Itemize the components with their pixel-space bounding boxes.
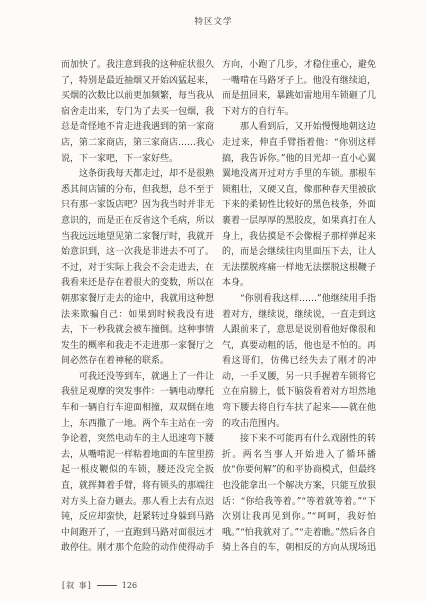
section-label: [叙 事] [62, 580, 92, 590]
footer-rule [97, 585, 117, 586]
paragraph: “你别看我这样……”他继续用手指着对方，继续说，继续说，一直走到这人跟前来了，意思是说别看他好像很和气，真要动粗的话，他也是不怕的。再看这哥们，仿佛已经失去了刚才的冲动，一手叉腰，另一只手握着车锁将它立在肩膀上，低下脑袋看着对方坦然地弯下腰去将自行车扶了起来——就在他的攻击范围内。 [222, 293, 376, 429]
page-footer [62, 579, 137, 591]
right-column [222, 58, 376, 558]
paragraph: 方向，小跑了几步，才稳住重心，避免一嘴啃在马路牙子上。他没有继续追，而是扭回来，暴跳如雷地用车锁砸了几下对方的自行车。 [222, 60, 376, 117]
left-column [61, 58, 214, 558]
page-number: 126 [121, 580, 138, 590]
journal-title: 特区文学 [194, 17, 233, 27]
paragraph: 那人看到后，又开始慢慢地朝这边走过来，伸直手臂指着他：“你别这样搞，我告诉你。”他的目光却一直小心翼翼地没离开过对方手里的车锁。那根车锁粗壮，又硬又直，像那种春天里被砍下来的柔韧性比较好的黑色枝条，外面裹着一层厚厚的黑胶皮，如果真打在人身上，我估摸是不会像棍子那样弹起来的，而是会继续往肉里面压下去，让人无法摆脱疼痛一样地无法摆脱这根鞭子本身。 [222, 122, 376, 289]
paragraph: 而加快了。我注意到我的这种症状很久了，特别是最近抽烟又开始凶猛起来，买烟的次数比以前更加频繁，每当我从宿舍走出来，专门为了去买一包烟，我总是奇怪地不肯走进我遇到的第一家商店，第二家商店，第三家商店……我心说，下一家吧，下一家好些。 [61, 60, 214, 164]
running-header [0, 15, 427, 27]
paragraph: 接下来不可能再有什么戏剧性的转折。两名当事人开始进入了循环播放“你要何解”的和平协商模式，但最终也没能拿出一个解决方案，只能互放狠话：“你给我等着。”“等着就等着。”“下次别让我再见到你。”“呵呵，我好怕哦。”“怕我就对了。”“走着瞧。”然后各自骑上各自的车，朝相反的方向从现场迅 [222, 434, 376, 554]
paragraph: 可我还没等到车，就遇上了一件让我驻足观摩的突发事件：一辆电动摩托车和一辆自行车迎面相撞，双双倒在地上，东西撒了一地。两个车主站在一旁争论着，突然电动车的主人迅速弯下腰去，从嘴啃泥一样粘着地面的车筐里捞起一根皮鞭似的车锁，腰还没完全扳直，就挥舞着手臂，将有锁头的那端往对方头上奋力砸去。那人看上去有点迟钝，反应却蛮快，赶紧转过身躲到马路中间跑开了，一直跑到马路对面很远才敢停住。刚才那个危险的动作使得动手 [61, 371, 214, 554]
paragraph: 这条街我每天都走过，却不是很熟悉其间店铺的分布，但我想，总不至于只有那一家饭店吧？因为我当时并非无意识的，而是正在反省这个毛病，所以当我远远地望见第二家餐厅时，我就开始意识到，这一次我是非进去不可了。不过，对于实际上我会不会走进去，在我看来还是存在着很大的变数，所以在朝那家餐厅走去的途中，我就用这种想法来欺骗自己：如果到时候我没有进去，下一秒我就会被车撞倒。这种事情发生的概率和我走不走进那一家餐厅之间必然存在着神秘的联系。 [61, 169, 214, 367]
